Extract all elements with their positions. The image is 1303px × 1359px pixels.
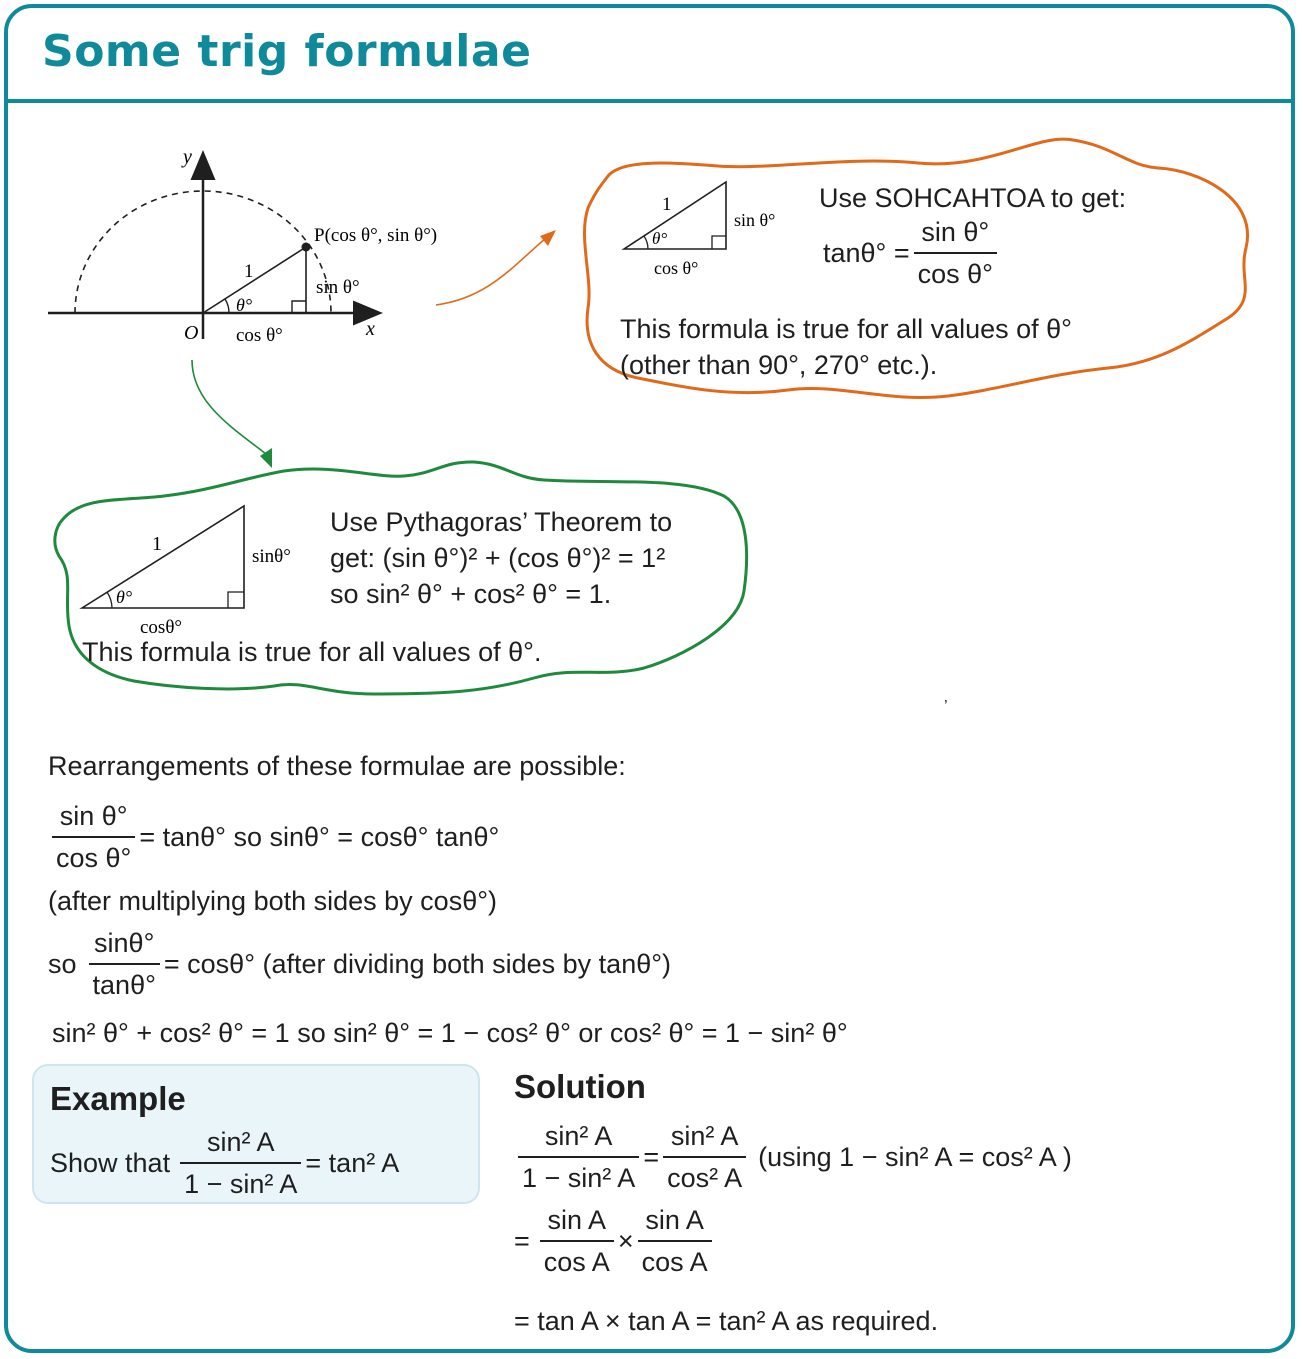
eq1-den: cos θ° [56, 843, 132, 873]
orange-arrow [436, 238, 546, 305]
s2-fraction-2 [638, 1200, 712, 1282]
s2-den: cos A [543, 1247, 610, 1277]
y-axis-label: y [183, 146, 192, 168]
eq2-num: sinθ° [89, 923, 160, 965]
eq2-fraction [89, 923, 160, 1005]
tan-tri-adj: cos θ° [654, 258, 699, 278]
rearrange-eq-2 [48, 923, 671, 1005]
pyth-line-3: so sin² θ° + cos² θ° = 1. [330, 579, 612, 609]
green-arrow [192, 360, 266, 454]
example-den: 1 − sin² A [184, 1169, 298, 1199]
tan-triangle [618, 176, 808, 286]
solution-step-3: = tan A × tan A = tan² A as required. [514, 1306, 939, 1336]
tan-fraction [914, 212, 997, 294]
page-title: Some trig formulae [42, 26, 532, 77]
pyth-note: This formula is true for all values of θ°. [82, 637, 542, 667]
example-num: sin² A [180, 1122, 301, 1164]
pyth-tri-opp: sinθ° [252, 546, 291, 567]
example-rhs: = tan² A [305, 1147, 400, 1178]
s2-times: × [617, 1225, 634, 1256]
tan-lhs: tanθ° = [823, 237, 910, 268]
s1-fraction [518, 1116, 639, 1198]
s2-fraction [540, 1200, 614, 1282]
rearrange-intro: Rearrangements of these formulae are possible: [48, 751, 626, 781]
tan-note-2: (other than 90°, 270° etc.). [620, 350, 938, 380]
eq1-fraction [52, 796, 135, 878]
s2-den-2: cos A [641, 1247, 708, 1277]
tan-den: cos θ° [917, 259, 993, 289]
point-label: P(cos θ°, sin θ°) [314, 225, 438, 246]
s1-den-2: cos² A [667, 1163, 743, 1193]
pyth-line-1: Use Pythagoras’ Theorem to [330, 507, 673, 537]
s2-num-2: sin A [638, 1200, 712, 1242]
solution-step-2 [514, 1200, 716, 1282]
rearrange-eq-1 [48, 796, 499, 878]
tan-intro: Use SOHCAHTOA to get: [819, 183, 1127, 213]
example-statement [50, 1122, 399, 1204]
adj-label: cos θ° [236, 325, 283, 346]
pyth-line-2: get: (sin θ°)² + (cos θ°)² = 1² [330, 543, 666, 573]
s1-fraction-2 [663, 1116, 746, 1198]
example-fraction [180, 1122, 301, 1204]
s2-num: sin A [540, 1200, 614, 1242]
eq2-rest: = cosθ° (after dividing both sides by tanθ°) [163, 948, 672, 979]
eq1-num: sin θ° [52, 796, 135, 838]
x-axis-label: x [366, 318, 375, 340]
pyth-tri-adj: cosθ° [140, 617, 183, 638]
rearrange-eq-3: sin² θ° + cos² θ° = 1 so sin² θ° = 1 − cos² θ° or cos² θ° = 1 − sin² θ° [52, 1018, 848, 1048]
hyp-label: 1 [244, 261, 254, 282]
s1-num-2: sin² A [663, 1116, 746, 1158]
s1-num: sin² A [518, 1116, 639, 1158]
example-box [32, 1064, 480, 1204]
s1-eq: = [643, 1141, 660, 1172]
s1-den: 1 − sin² A [522, 1163, 636, 1193]
page-frame [4, 4, 1295, 1353]
eq2-so: so [48, 948, 77, 979]
eq2-den: tanθ° [92, 970, 156, 1000]
tan-tri-hyp: 1 [662, 194, 672, 215]
pyth-tri-hyp: 1 [152, 533, 162, 555]
s1-note: (using 1 − sin² A = cos² A ) [758, 1141, 1072, 1172]
tan-tri-opp: sin θ° [734, 210, 776, 230]
solution-step-1 [514, 1116, 1072, 1198]
example-heading: Example [50, 1080, 186, 1117]
pyth-triangle [74, 502, 314, 642]
opp-label: sin θ° [316, 277, 360, 298]
eq1-rest: = tanθ° so sinθ° = cosθ° tanθ° [139, 821, 500, 852]
solution-heading: Solution [514, 1068, 646, 1105]
eq1-note: (after multiplying both sides by cosθ°) [48, 886, 497, 916]
angle-label: θ° [236, 295, 253, 315]
tan-tri-angle: θ° [652, 229, 668, 248]
stray-mark: ’ [944, 698, 948, 715]
tan-num: sin θ° [914, 212, 997, 254]
orange-arrow-head [540, 230, 556, 246]
tan-formula [823, 212, 1001, 294]
origin-label: O [184, 322, 199, 344]
s2-eq: = [514, 1225, 530, 1256]
example-show: Show that [50, 1147, 171, 1178]
pyth-tri-angle: θ° [116, 587, 133, 607]
tan-note-1: This formula is true for all values of θ° [620, 314, 1072, 344]
